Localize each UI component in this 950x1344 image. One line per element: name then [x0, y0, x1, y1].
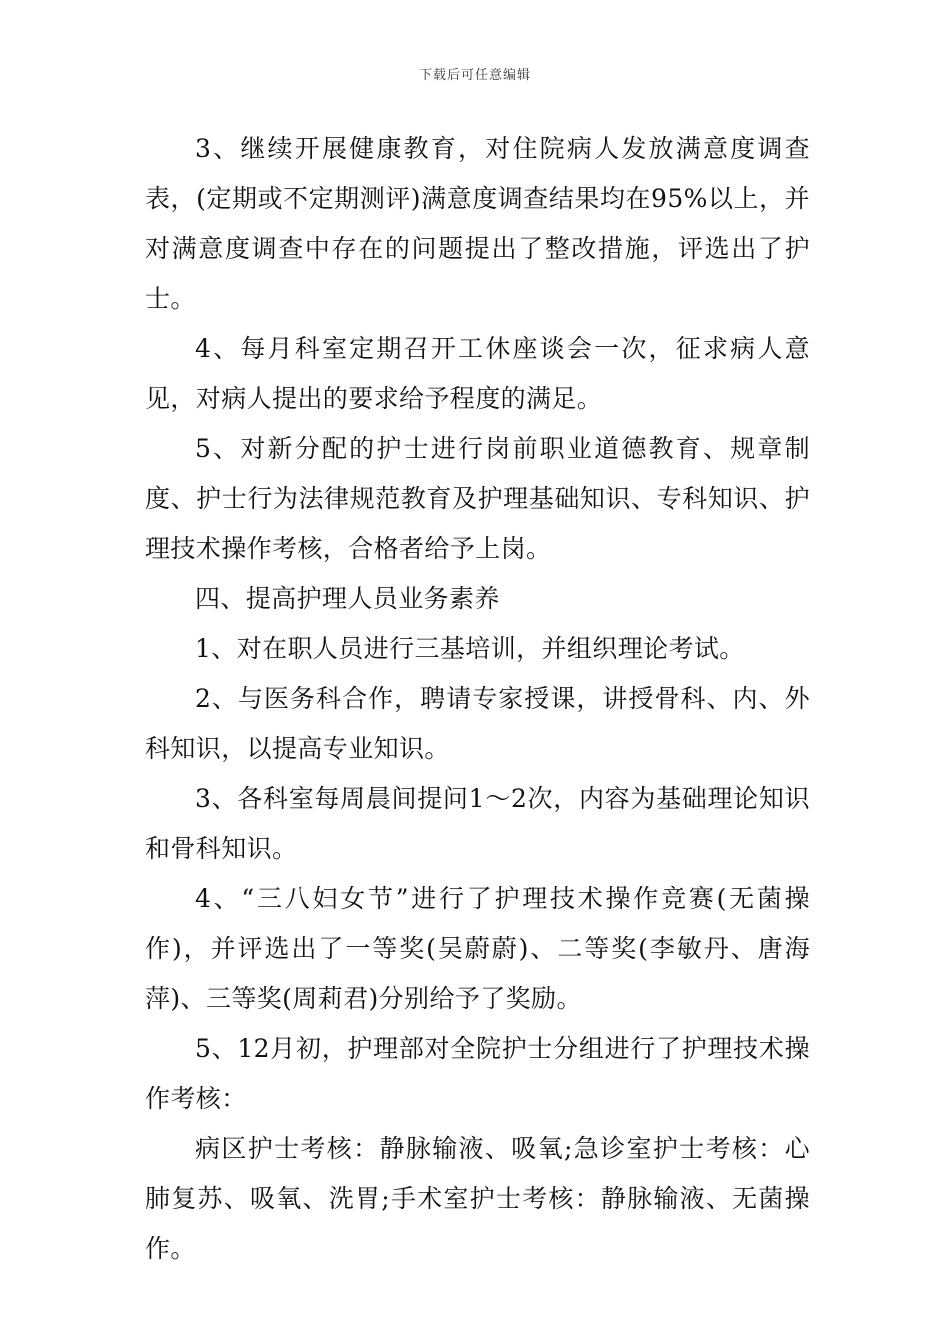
paragraph-skills-competition: 4、“三八妇女节”进行了护理技术操作竞赛(无菌操作)，并评选出了一等奖(吴蔚蔚)、二等奖(李敏丹、唐海萍)、三等奖(周莉君)分别给予了奖励。 [145, 884, 810, 1013]
paragraph-expert-lectures: 2、与医务科合作，聘请专家授课，讲授骨科、内、外科知识，以提高专业知识。 [145, 684, 810, 763]
document-body [145, 124, 810, 1274]
paragraph-december-assessment: 5、12月初，护理部对全院护士分组进行了护理技术操作考核： [145, 1034, 810, 1113]
paragraph-monthly-meeting: 4、每月科室定期召开工休座谈会一次，征求病人意见，对病人提出的要求给予程度的满足。 [145, 334, 810, 413]
paragraph-satisfaction-survey: 3、继续开展健康教育，对住院病人发放满意度调查表，(定期或不定期测评)满意度调查结果均在95%以上，并对满意度调查中存在的问题提出了整改措施，评选出了护士。 [145, 134, 810, 313]
paragraph-basic-training: 1、对在职人员进行三基培训，并组织理论考试。 [195, 634, 745, 663]
page-header-note: 下载后可任意编辑 [418, 68, 531, 83]
section-heading-improve-skills: 四、提高护理人员业务素养 [195, 584, 500, 613]
paragraph-new-nurse-training: 5、对新分配的护士进行岗前职业道德教育、规章制度、护士行为法律规范教育及护理基础知识、专科知识、护理技术操作考核，合格者给予上岗。 [145, 434, 810, 563]
paragraph-morning-questions: 3、各科室每周晨间提问1～2次，内容为基础理论知识和骨科知识。 [145, 784, 810, 863]
paragraph-assessment-items: 病区护士考核：静脉输液、吸氧;急诊室护士考核：心肺复苏、吸氧、洗胃;手术室护士考核：静脉输液、无菌操作。 [145, 1134, 810, 1263]
